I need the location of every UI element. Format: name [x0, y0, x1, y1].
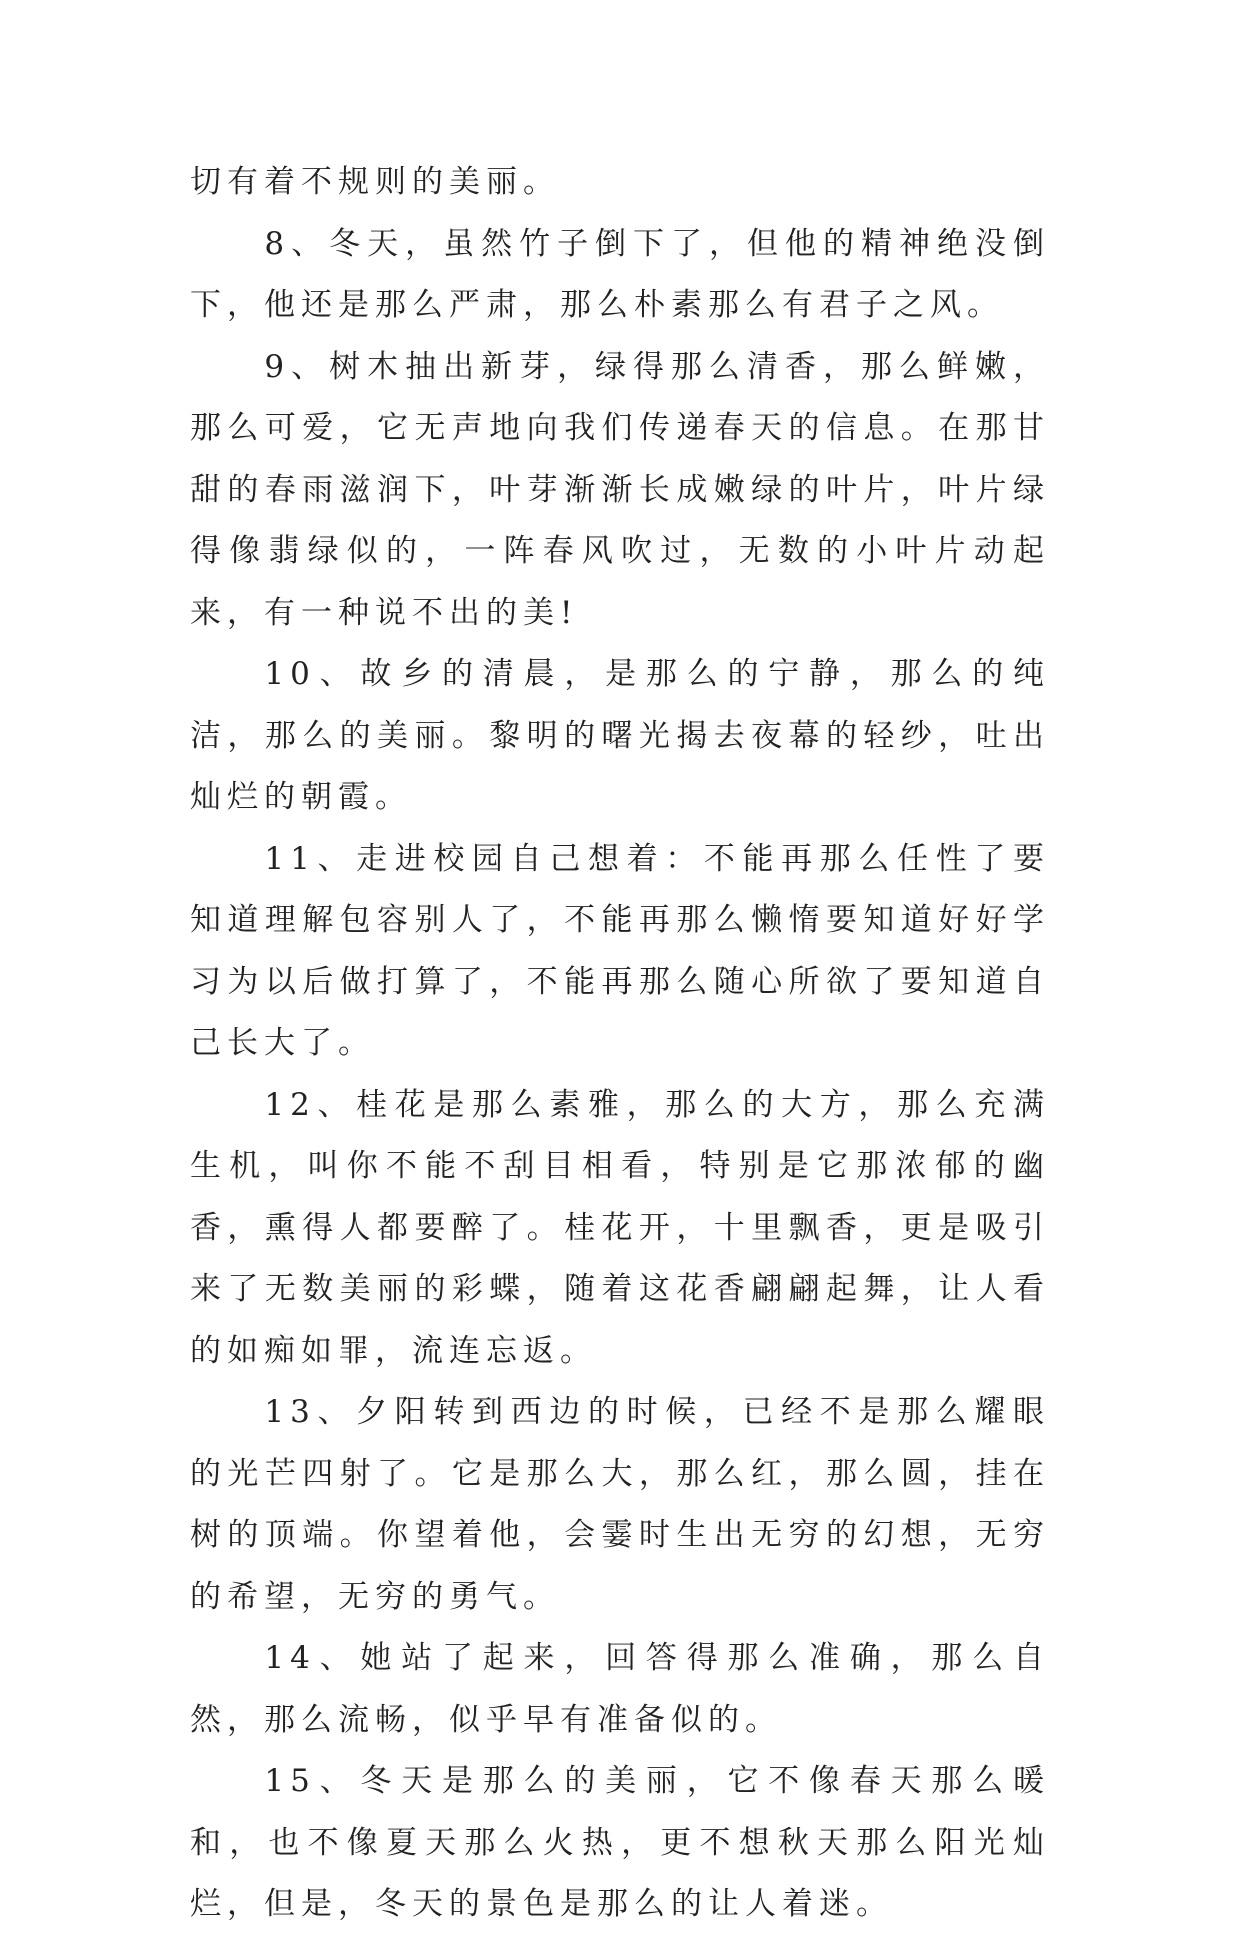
paragraph-item-15: 15、冬天是那么的美丽，它不像春天那么暖和，也不像夏天那么火热，更不想秋天那么阳光灿烂，但是，冬天的景色是那么的让人着迷。	[190, 1763, 1050, 1922]
paragraph-item-14: 14、她站了起来，回答得那么准确，那么自然，那么流畅，似乎早有准备似的。	[190, 1640, 1050, 1738]
paragraph-item-13: 13、夕阳转到西边的时候，已经不是那么耀眼的光芒四射了。它是那么大，那么红，那么圆，挂在树的顶端。你望着他，会霎时生出无穷的幻想，无穷的希望，无穷的勇气。	[190, 1394, 1050, 1615]
document-body	[190, 152, 1050, 1936]
paragraph-item-8: 8、冬天，虽然竹子倒下了，但他的精神绝没倒下，他还是那么严肃，那么朴素那么有君子之风。	[190, 225, 1050, 323]
paragraph-item-11: 11、走进校园自己想着：不能再那么任性了要知道理解包容别人了，不能再那么懒惰要知道好好学习为以后做打算了，不能再那么随心所欲了要知道自己长大了。	[190, 840, 1050, 1061]
paragraph-item-10: 10、故乡的清晨，是那么的宁静，那么的纯洁，那么的美丽。黎明的曙光揭去夜幕的轻纱，吐出灿烂的朝霞。	[190, 656, 1050, 815]
paragraph-item-9: 9、树木抽出新芽，绿得那么清香，那么鲜嫩，那么可爱，它无声地向我们传递春天的信息。在那甘甜的春雨滋润下，叶芽渐渐长成嫩绿的叶片，叶片绿得像翡绿似的，一阵春风吹过，无数的小叶片动起来，有一种说不出的美!	[190, 348, 1050, 631]
paragraph-continuation: 切有着不规则的美丽。	[190, 164, 560, 200]
paragraph-item-12: 12、桂花是那么素雅，那么的大方，那么充满生机，叫你不能不刮目相看，特别是它那浓郁的幽香，熏得人都要醉了。桂花开，十里飘香，更是吸引来了无数美丽的彩蝶，随着这花香翩翩起舞，让人看的如痴如罪，流连忘返。	[190, 1086, 1050, 1369]
